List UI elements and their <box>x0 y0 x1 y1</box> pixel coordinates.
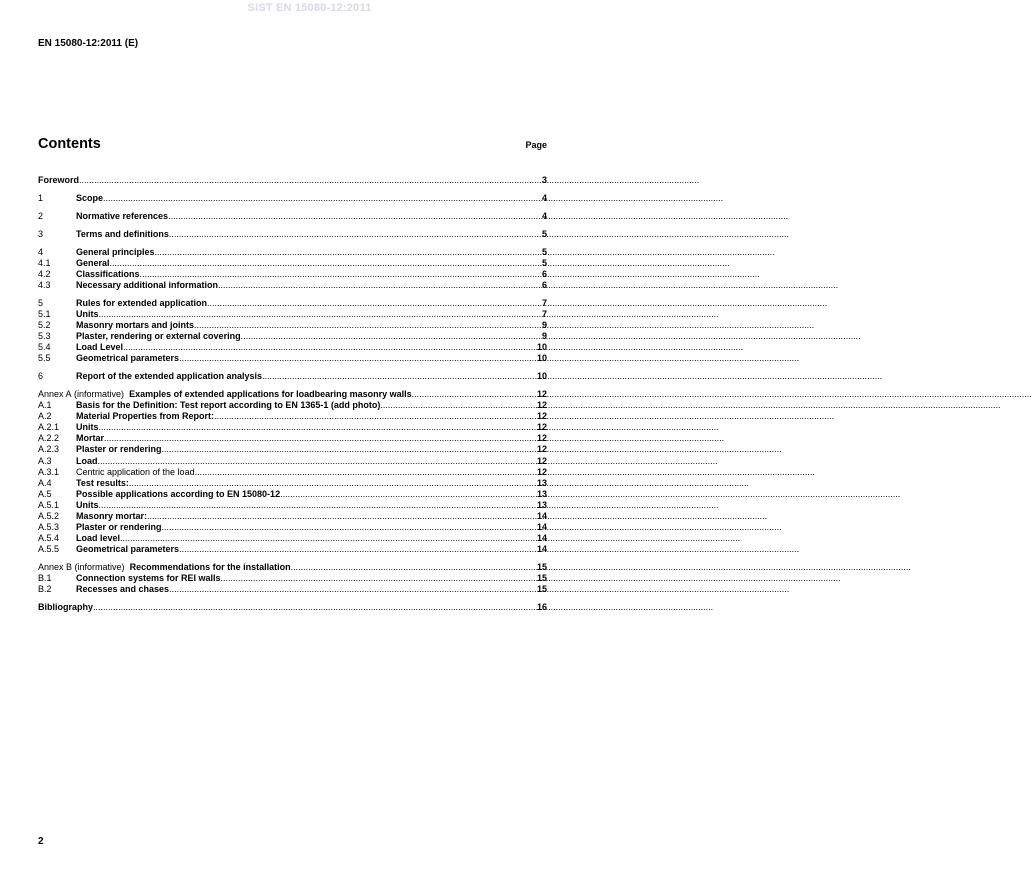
toc-entry-text <box>38 175 79 186</box>
toc-entry-page: 12 <box>536 444 547 455</box>
toc-dot-leader <box>99 309 541 320</box>
toc-entry-page: 5 <box>541 228 547 239</box>
toc-dot-leader <box>99 500 536 511</box>
toc-entry-number: B.2 <box>38 584 52 595</box>
toc-entry-text <box>76 522 162 533</box>
toc-dot-leader <box>179 544 536 555</box>
toc-entry-page: 9 <box>541 319 547 330</box>
table-of-contents <box>38 175 547 613</box>
toc-dot-leader <box>262 371 536 382</box>
toc-entry-number: 4.2 <box>38 268 51 279</box>
toc-entry-number: 4.1 <box>38 257 51 268</box>
toc-entry-number: A.1 <box>38 400 52 411</box>
toc-dot-leader <box>147 511 536 522</box>
toc-entry-page: 10 <box>536 371 547 382</box>
toc-entry[interactable] <box>38 533 547 544</box>
toc-entry-text <box>38 389 412 400</box>
toc-dot-leader <box>380 400 536 411</box>
toc-entry-number: A.2.2 <box>38 433 60 444</box>
toc-entry-page: 7 <box>541 297 547 308</box>
watermark: SIST EN 15080-12:2011 <box>247 2 372 14</box>
toc-entry-page: 3 <box>541 175 547 185</box>
toc-dot-leader <box>140 269 541 280</box>
toc-entry-page: 15 <box>536 584 547 595</box>
toc-entry-page: 14 <box>536 533 547 544</box>
toc-entry[interactable] <box>38 309 547 320</box>
toc-entry-number: A.5 <box>38 488 52 499</box>
page-number: 2 <box>38 836 44 847</box>
toc-entry-title: Scope <box>76 192 104 203</box>
toc-entry-page: 14 <box>536 544 547 555</box>
toc-entry-text <box>76 353 179 364</box>
toc-dot-leader <box>155 247 541 258</box>
toc-entry-text <box>76 400 380 411</box>
toc-entry-number: 5.1 <box>38 308 51 319</box>
toc-entry-text <box>38 562 291 573</box>
toc-entry[interactable] <box>38 456 547 467</box>
toc-entry[interactable] <box>38 371 547 382</box>
toc-entry[interactable] <box>38 544 547 555</box>
toc-entry-number: A.5.1 <box>38 499 60 510</box>
toc-entry-page: 10 <box>536 353 547 364</box>
toc-entry-title: Load level <box>76 533 121 544</box>
toc-entry[interactable] <box>38 211 547 222</box>
toc-entry[interactable] <box>38 511 547 522</box>
toc-entry[interactable] <box>38 444 547 455</box>
toc-entry-text <box>76 309 99 320</box>
toc-entry-title: Necessary additional information <box>76 279 219 290</box>
toc-dot-leader <box>194 320 541 331</box>
toc-entry-text <box>76 211 168 222</box>
toc-entry-text <box>76 320 194 331</box>
toc-entry-page: 6 <box>541 268 547 279</box>
toc-entry-page: 13 <box>536 477 547 488</box>
toc-entry-page: 12 <box>536 411 547 422</box>
toc-entry-title: Rules for extended application <box>76 297 208 308</box>
page-column-label: Page <box>525 140 547 150</box>
toc-entry-page: 5 <box>541 246 547 257</box>
toc-entry-text <box>76 411 214 422</box>
toc-entry-number: A.5.3 <box>38 522 60 533</box>
toc-dot-leader <box>214 411 536 422</box>
toc-entry-number: 1 <box>38 192 44 203</box>
toc-dot-leader <box>99 422 536 433</box>
toc-entry-page: 4 <box>541 192 547 203</box>
toc-entry[interactable] <box>38 400 547 411</box>
toc-entry-title: Plaster, rendering or external covering <box>76 331 241 342</box>
toc-entry-page: 14 <box>536 522 547 533</box>
toc-entry[interactable] <box>38 331 547 342</box>
toc-entry[interactable] <box>38 433 547 444</box>
toc-entry-number: 3 <box>38 228 44 239</box>
toc-entry-page: 12 <box>536 422 547 433</box>
toc-entry-text <box>76 280 218 291</box>
toc-entry-page: 12 <box>536 466 547 477</box>
toc-entry-title: Geometrical parameters <box>76 544 180 555</box>
toc-entry-page: 16 <box>536 602 547 613</box>
toc-dot-leader <box>412 389 536 400</box>
toc-entry[interactable] <box>38 175 547 186</box>
toc-dot-leader <box>162 444 536 455</box>
toc-dot-leader <box>104 433 536 444</box>
toc-entry-title: Classifications <box>76 268 140 279</box>
toc-entry-page: 9 <box>541 331 547 342</box>
toc-entry[interactable] <box>38 489 547 500</box>
toc-dot-leader <box>98 456 536 467</box>
toc-entry-text <box>76 193 103 204</box>
toc-dot-leader <box>207 298 541 309</box>
toc-annex-note: (informative) <box>74 562 125 573</box>
toc-entry-number: B.1 <box>38 573 52 584</box>
toc-entry-text <box>76 433 104 444</box>
toc-entry[interactable] <box>38 258 547 269</box>
toc-entry-number: 5 <box>38 297 44 308</box>
toc-entry-text <box>76 573 221 584</box>
toc-entry-page: 10 <box>536 342 547 353</box>
toc-entry-text <box>76 544 179 555</box>
toc-entry-page: 6 <box>541 279 547 290</box>
toc-entry-text <box>76 342 123 353</box>
toc-entry-title: Units <box>76 422 99 433</box>
toc-entry-title: Basis for the Definition: Test report according to EN 1365-1 (add photo) <box>76 400 381 411</box>
toc-entry-text <box>76 500 99 511</box>
toc-dot-leader <box>280 489 536 500</box>
toc-entry-page: 12 <box>536 433 547 444</box>
toc-entry-text <box>76 444 162 455</box>
toc-entry-title: General principles <box>76 246 155 257</box>
toc-entry[interactable] <box>38 422 547 433</box>
toc-dot-leader <box>123 342 536 353</box>
toc-dot-leader <box>168 211 541 222</box>
toc-entry-text <box>76 511 147 522</box>
toc-entry[interactable] <box>38 280 547 291</box>
toc-entry-title: Masonry mortar: <box>76 511 148 522</box>
toc-entry-title: Examples of extended applications for loadbearing masonry walls <box>129 388 412 399</box>
toc-entry[interactable] <box>38 500 547 511</box>
toc-entry-title: Foreword <box>38 175 80 185</box>
document-id: EN 15080-12:2011 (E) <box>38 38 139 49</box>
toc-entry-number: 5.2 <box>38 319 51 330</box>
toc-entry[interactable] <box>38 602 547 613</box>
toc-entry-text <box>76 298 207 309</box>
toc-entry[interactable] <box>38 320 547 331</box>
toc-entry-text <box>76 258 110 269</box>
toc-dot-leader <box>103 193 541 204</box>
toc-entry-page: 13 <box>536 499 547 510</box>
toc-entry[interactable] <box>38 269 547 280</box>
toc-entry-text <box>76 229 169 240</box>
toc-dot-leader <box>162 522 536 533</box>
toc-entry-title: Normative references <box>76 210 169 221</box>
toc-dot-leader <box>179 353 536 364</box>
toc-entry[interactable] <box>38 467 547 478</box>
toc-entry-number: A.5.5 <box>38 544 60 555</box>
toc-dot-leader <box>169 584 536 595</box>
toc-entry-number: Annex A <box>38 388 72 399</box>
toc-entry-title: Recesses and chases <box>76 584 170 595</box>
toc-entry-page: 15 <box>536 562 547 573</box>
toc-entry-text <box>76 331 241 342</box>
toc-entry-number: A.3.1 <box>38 466 60 477</box>
toc-entry-page: 15 <box>536 573 547 584</box>
toc-entry-text <box>76 422 99 433</box>
toc-entry-text <box>76 456 98 467</box>
toc-entry-number: A.5.4 <box>38 533 60 544</box>
toc-entry-title: Load <box>76 455 98 466</box>
toc-entry[interactable] <box>38 247 547 258</box>
toc-entry-page: 12 <box>536 455 547 466</box>
toc-entry-title: Possible applications according to EN 15080-12 <box>76 488 281 499</box>
toc-dot-leader <box>169 229 541 240</box>
toc-dot-leader <box>195 467 536 478</box>
toc-entry-title: Report of the extended application analysis <box>76 371 263 382</box>
toc-entry-title: Bibliography <box>38 602 94 613</box>
toc-entry-title: Plaster or rendering <box>76 444 162 455</box>
toc-entry-number: A.2 <box>38 411 52 422</box>
toc-entry[interactable] <box>38 193 547 204</box>
toc-entry-page: 12 <box>536 388 547 399</box>
toc-entry[interactable] <box>38 522 547 533</box>
toc-entry-title: Centric application of the load <box>76 466 195 477</box>
toc-entry[interactable] <box>38 584 547 595</box>
toc-entry-number: A.2.3 <box>38 444 60 455</box>
toc-entry-text <box>38 602 93 613</box>
toc-entry-number: 4.3 <box>38 279 51 290</box>
toc-entry-title: General <box>76 257 110 268</box>
toc-entry-text <box>76 533 120 544</box>
toc-entry-number: 2 <box>38 210 44 221</box>
contents-title: Contents <box>38 136 101 152</box>
toc-entry-page: 13 <box>536 488 547 499</box>
toc-entry[interactable] <box>38 411 547 422</box>
toc-entry-text <box>76 371 262 382</box>
toc-dot-leader <box>129 478 536 489</box>
toc-entry-title: Load Level <box>76 342 124 353</box>
toc-entry-title: Connection systems for REI walls <box>76 573 221 584</box>
toc-entry-text <box>76 489 280 500</box>
toc-entry[interactable] <box>38 573 547 584</box>
toc-dot-leader <box>79 175 541 186</box>
toc-entry[interactable] <box>38 342 547 353</box>
toc-entry-text <box>76 478 129 489</box>
toc-dot-leader <box>110 258 541 269</box>
toc-entry[interactable] <box>38 389 547 400</box>
toc-entry-text <box>76 247 155 258</box>
toc-entry-number: 6 <box>38 371 44 382</box>
toc-entry-page: 14 <box>536 511 547 522</box>
toc-entry-page: 4 <box>541 210 547 221</box>
toc-entry-number: A.2.1 <box>38 422 60 433</box>
toc-entry-number: Annex B <box>38 562 73 573</box>
toc-entry[interactable] <box>38 298 547 309</box>
toc-dot-leader <box>93 602 536 613</box>
toc-entry-title: Mortar <box>76 433 105 444</box>
toc-dot-leader <box>291 562 536 573</box>
toc-entry-page: 5 <box>541 257 547 268</box>
toc-entry[interactable] <box>38 562 547 573</box>
toc-entry-number: A.3 <box>38 455 52 466</box>
toc-entry-title: Recommendations for the installation <box>129 562 291 573</box>
toc-entry-title: Test results: <box>76 477 129 488</box>
toc-entry-title: Plaster or rendering <box>76 522 162 533</box>
toc-entry-title: Units <box>76 499 99 510</box>
toc-entry-title: Units <box>76 308 99 319</box>
toc-entry-text <box>76 269 140 280</box>
toc-entry-text <box>76 584 169 595</box>
toc-dot-leader <box>218 280 541 291</box>
toc-entry[interactable] <box>38 353 547 364</box>
toc-entry-title: Geometrical parameters <box>76 353 180 364</box>
toc-entry-title: Masonry mortars and joints <box>76 319 195 330</box>
toc-entry-title: Material Properties from Report: <box>76 411 215 422</box>
toc-entry-page: 12 <box>536 400 547 411</box>
toc-entry-number: A.4 <box>38 477 52 488</box>
toc-entry-number: A.5.2 <box>38 511 60 522</box>
toc-dot-leader <box>221 573 536 584</box>
toc-entry[interactable] <box>38 229 547 240</box>
toc-entry[interactable] <box>38 478 547 489</box>
toc-entry-title: Terms and definitions <box>76 228 169 239</box>
toc-entry-number: 5.4 <box>38 342 51 353</box>
toc-entry-page: 7 <box>541 308 547 319</box>
toc-dot-leader <box>241 331 541 342</box>
toc-entry-text <box>76 467 195 478</box>
toc-entry-number: 5.3 <box>38 331 51 342</box>
toc-entry-number: 5.5 <box>38 353 51 364</box>
toc-annex-note: (informative) <box>74 388 125 399</box>
toc-entry-number: 4 <box>38 246 44 257</box>
toc-dot-leader <box>120 533 536 544</box>
